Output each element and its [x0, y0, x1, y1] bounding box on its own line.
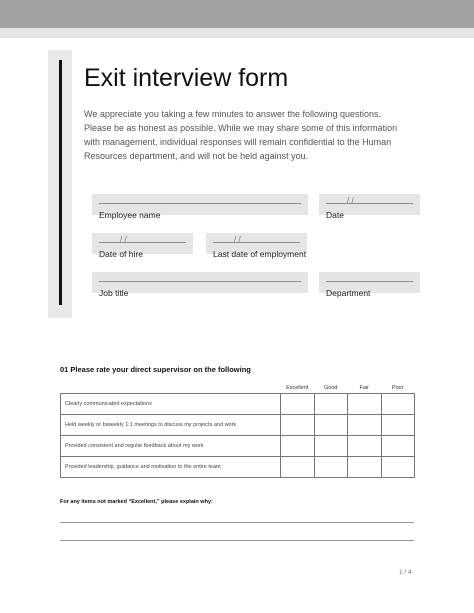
rating-cell-poor[interactable] — [381, 415, 415, 436]
rating-cell-poor[interactable] — [381, 436, 415, 457]
question-text: Clearly communicated expectations — [61, 394, 281, 415]
last-date-of-employment-label: Last date of employment — [213, 249, 307, 259]
field-underline — [99, 203, 301, 204]
section-title: 01 Please rate your direct supervisor on the following — [60, 365, 251, 374]
rating-cell-good[interactable] — [314, 436, 348, 457]
header-bar — [0, 0, 474, 28]
rating-cell-good[interactable] — [314, 394, 348, 415]
employee-name-label: Employee name — [99, 210, 161, 220]
question-text: Held weekly or biweekly 1:1 meetings to discuss my projects and work — [61, 415, 281, 436]
rating-header-excellent: Excellent — [286, 385, 309, 391]
table-row — [61, 415, 415, 436]
field-underline — [99, 281, 301, 282]
rating-cell-poor[interactable] — [381, 394, 415, 415]
field-underline — [326, 281, 413, 282]
table-row — [61, 394, 415, 415]
date-field[interactable] — [319, 194, 420, 220]
job-title-label: Job title — [99, 288, 129, 298]
date-of-hire-field[interactable] — [92, 233, 193, 259]
page-number: 1 / 4 — [399, 569, 412, 576]
intro-paragraph: We appreciate you taking a few minutes to answer the following questions. Please be as honest as possible. While we may share some of this information with management, individual responses will remain confidential to the Human Resources department, and will not be held against you. — [84, 109, 398, 161]
table-row — [61, 457, 415, 478]
department-label: Department — [326, 288, 371, 298]
date-label: Date — [326, 210, 344, 220]
rating-cell-excellent[interactable] — [281, 394, 315, 415]
date-of-hire-label: Date of hire — [99, 249, 143, 259]
side-accent-line — [59, 60, 62, 305]
date-slashes: / / — [120, 235, 127, 244]
answer-line[interactable] — [60, 540, 414, 541]
rating-header-fair: Fair — [359, 385, 369, 391]
question-text: Provided leadership, guidance and motivation to the entire team — [61, 457, 281, 478]
explain-prompt: For any items not marked “Excellent,” please explain why: — [60, 499, 213, 505]
rating-table — [60, 383, 415, 478]
rating-cell-fair[interactable] — [348, 457, 382, 478]
employee-name-field[interactable] — [92, 194, 308, 220]
rating-header-good: Good — [324, 385, 338, 391]
date-slashes: / / — [234, 235, 241, 244]
rating-cell-excellent[interactable] — [281, 415, 315, 436]
rating-cell-fair[interactable] — [348, 415, 382, 436]
department-field[interactable] — [319, 272, 420, 298]
question-column-header — [61, 383, 281, 394]
rating-header-row — [61, 383, 415, 394]
question-text: Provided consistent and regular feedback about my work — [61, 436, 281, 457]
rating-header-poor: Poor — [391, 385, 404, 391]
rating-cell-excellent[interactable] — [281, 436, 315, 457]
rating-cell-fair[interactable] — [348, 436, 382, 457]
table-row — [61, 436, 415, 457]
rating-cell-poor[interactable] — [381, 457, 415, 478]
rating-cell-fair[interactable] — [348, 394, 382, 415]
header-subbar — [0, 28, 474, 38]
rating-cell-good[interactable] — [314, 457, 348, 478]
last-date-of-employment-field[interactable] — [206, 233, 307, 259]
answer-line[interactable] — [60, 522, 414, 523]
rating-cell-good[interactable] — [314, 415, 348, 436]
rating-cell-excellent[interactable] — [281, 457, 315, 478]
date-slashes: / / — [347, 196, 354, 205]
job-title-field[interactable] — [92, 272, 308, 298]
page-title: Exit interview form — [84, 64, 289, 92]
